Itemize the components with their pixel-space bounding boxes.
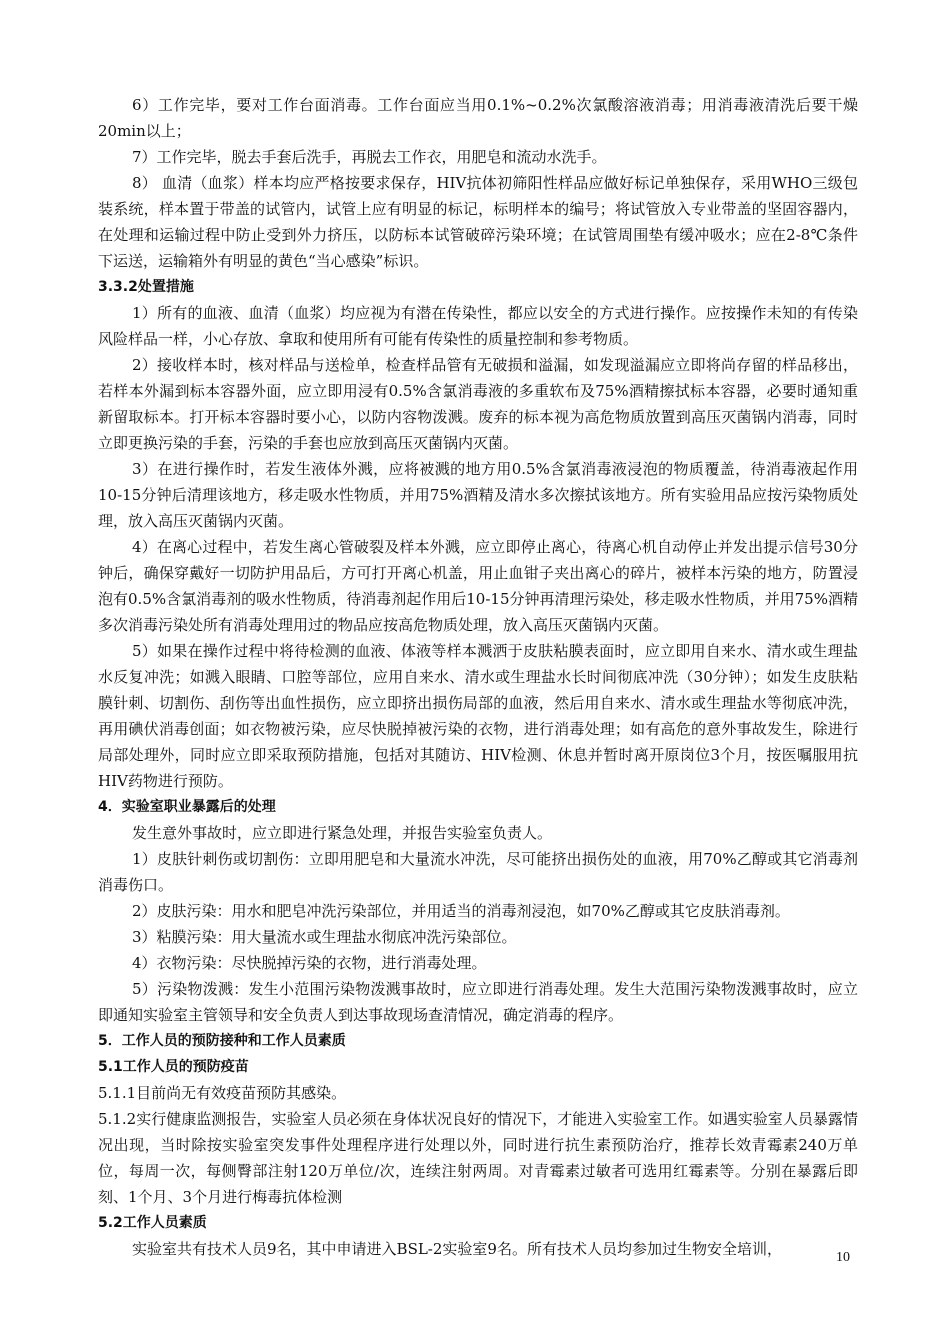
paragraph: 8） 血清（血浆）样本均应严格按要求保存，HIV抗体初筛阳性样品应做好标记单独保存，采用WHO三级包装系统，样本置于带盖的试管内，试管上应有明显的标记，标明样本的编号；将试管放入专业带盖的坚固容器内，在处理和运输过程中防止受到外力挤压，以防标本试管破碎污染环境；在试管周围垫有缓冲吸水；应在2-8℃条件下运送，运输箱外有明显的黄色“当心感染”标识。 [98, 174, 858, 270]
paragraph: 3）粘膜污染：用大量流水或生理盐水彻底冲洗污染部位。 [132, 928, 517, 946]
section-heading: 3.3.2处置措施 [98, 279, 194, 295]
paragraph: 实验室共有技术人员9名，其中申请进入BSL-2实验室9名。所有技术人员均参加过生物安全培训， [132, 1240, 782, 1258]
page-number: 10 [836, 1250, 850, 1265]
paragraph: 1）所有的血液、血清（血浆）均应视为有潜在传染性，都应以安全的方式进行操作。应按操作未知的有传染风险样品一样，小心存放、拿取和使用所有可能有传染性的质量控制和参考物质。 [98, 304, 858, 348]
paragraph: 2）接收样本时，核对样品与送检单，检查样品管有无破损和溢漏，如发现溢漏应立即将尚存留的样品移出，若样本外漏到标本容器外面，应立即用浸有0.5%含氯消毒液的多重软布及75%酒精擦拭标本容器，必要时通知重新留取标本。打开标本容器时要小心，以防内容物泼溅。废弃的标本视为高危物质放置到高压灭菌锅内消毒，同时立即更换污染的手套，污染的手套也应放到高压灭菌锅内灭菌。 [98, 356, 858, 452]
paragraph: 6）工作完毕，要对工作台面消毒。工作台面应当用0.1%~0.2%次氯酸溶液消毒；用消毒液清洗后要干燥20min以上； [98, 96, 858, 140]
paragraph: 1）皮肤针刺伤或切割伤：立即用肥皂和大量流水冲洗，尽可能挤出损伤处的血液，用70%乙醇或其它消毒剂消毒伤口。 [98, 850, 858, 894]
section-heading: 5.2工作人员素质 [98, 1215, 207, 1231]
paragraph: 4）衣物污染：尽快脱掉污染的衣物，进行消毒处理。 [132, 954, 487, 972]
paragraph: 4）在离心过程中，若发生离心管破裂及样本外溅，应立即停止离心，待离心机自动停止并发出提示信号30分钟后，确保穿戴好一切防护用品后，方可打开离心机盖，用止血钳子夹出离心的碎片，被样本污染的地方，防置浸泡有0.5%含氯消毒剂的吸水性物质，待消毒剂起作用后10-15分钟再清理污染处，移走吸水性物质，并用75%酒精多次消毒污染处所有消毒处理用过的物品应按高危物质处理，放入高压灭菌锅内灭菌。 [98, 538, 858, 634]
paragraph: 5）污染物泼溅：发生小范围污染物泼溅事故时，应立即进行消毒处理。发生大范围污染物泼溅事故时，应立即通知实验室主管领导和安全负责人到达事故现场查清情况，确定消毒的程序。 [98, 980, 858, 1024]
section-heading: 4．实验室职业暴露后的处理 [98, 799, 276, 815]
paragraph: 5.1.1目前尚无有效疫苗预防其感染。 [98, 1084, 347, 1102]
paragraph: 5.1.2实行健康监测报告，实验室人员必须在身体状况良好的情况下，才能进入实验室工作。如遇实验室人员暴露情况出现，当时除按实验室突发事件处理程序进行处理以外，同时进行抗生素预防治疗，推荐长效青霉素240万单位，每周一次，每侧臀部注射120万单位/次，连续注射两周。对青霉素过敏者可选用红霉素等。分别在暴露后即刻、1个月、3个月进行梅毒抗体检测 [98, 1110, 858, 1206]
section-heading: 5.1工作人员的预防疫苗 [98, 1059, 249, 1075]
section-heading: 5．工作人员的预防接种和工作人员素质 [98, 1033, 346, 1049]
paragraph: 3）在进行操作时，若发生液体外溅，应将被溅的地方用0.5%含氯消毒液浸泡的物质覆盖，待消毒液起作用10-15分钟后清理该地方，移走吸水性物质，并用75%酒精及清水多次擦拭该地方。所有实验用品应按污染物质处理，放入高压灭菌锅内灭菌。 [98, 460, 858, 530]
paragraph: 发生意外事故时，应立即进行紧急处理，并报告实验室负责人。 [132, 824, 553, 842]
paragraph: 7）工作完毕，脱去手套后洗手，再脱去工作衣，用肥皂和流动水洗手。 [132, 148, 607, 166]
paragraph: 2）皮肤污染：用水和肥皂冲洗污染部位，并用适当的消毒剂浸泡，如70%乙醇或其它皮肤消毒剂。 [132, 902, 790, 920]
document-body [98, 92, 858, 1262]
paragraph: 5）如果在操作过程中将待检测的血液、体液等样本溅洒于皮肤粘膜表面时，应立即用自来水、清水或生理盐水反复冲洗；如溅入眼睛、口腔等部位，应用自来水、清水或生理盐水长时间彻底冲洗（30分钟）；如发生皮肤粘膜针刺、切割伤、刮伤等出血性损伤，应立即挤出损伤局部的血液，然后用自来水、清水或生理盐水等彻底冲洗，再用碘伏消毒创面；如衣物被污染，应尽快脱掉被污染的衣物，进行消毒处理；如有高危的意外事故发生，除进行局部处理外，同时应立即采取预防措施，包括对其随访、HIV检测、休息并暂时离开原岗位3个月，按医嘱服用抗HIV药物进行预防。 [98, 642, 858, 790]
